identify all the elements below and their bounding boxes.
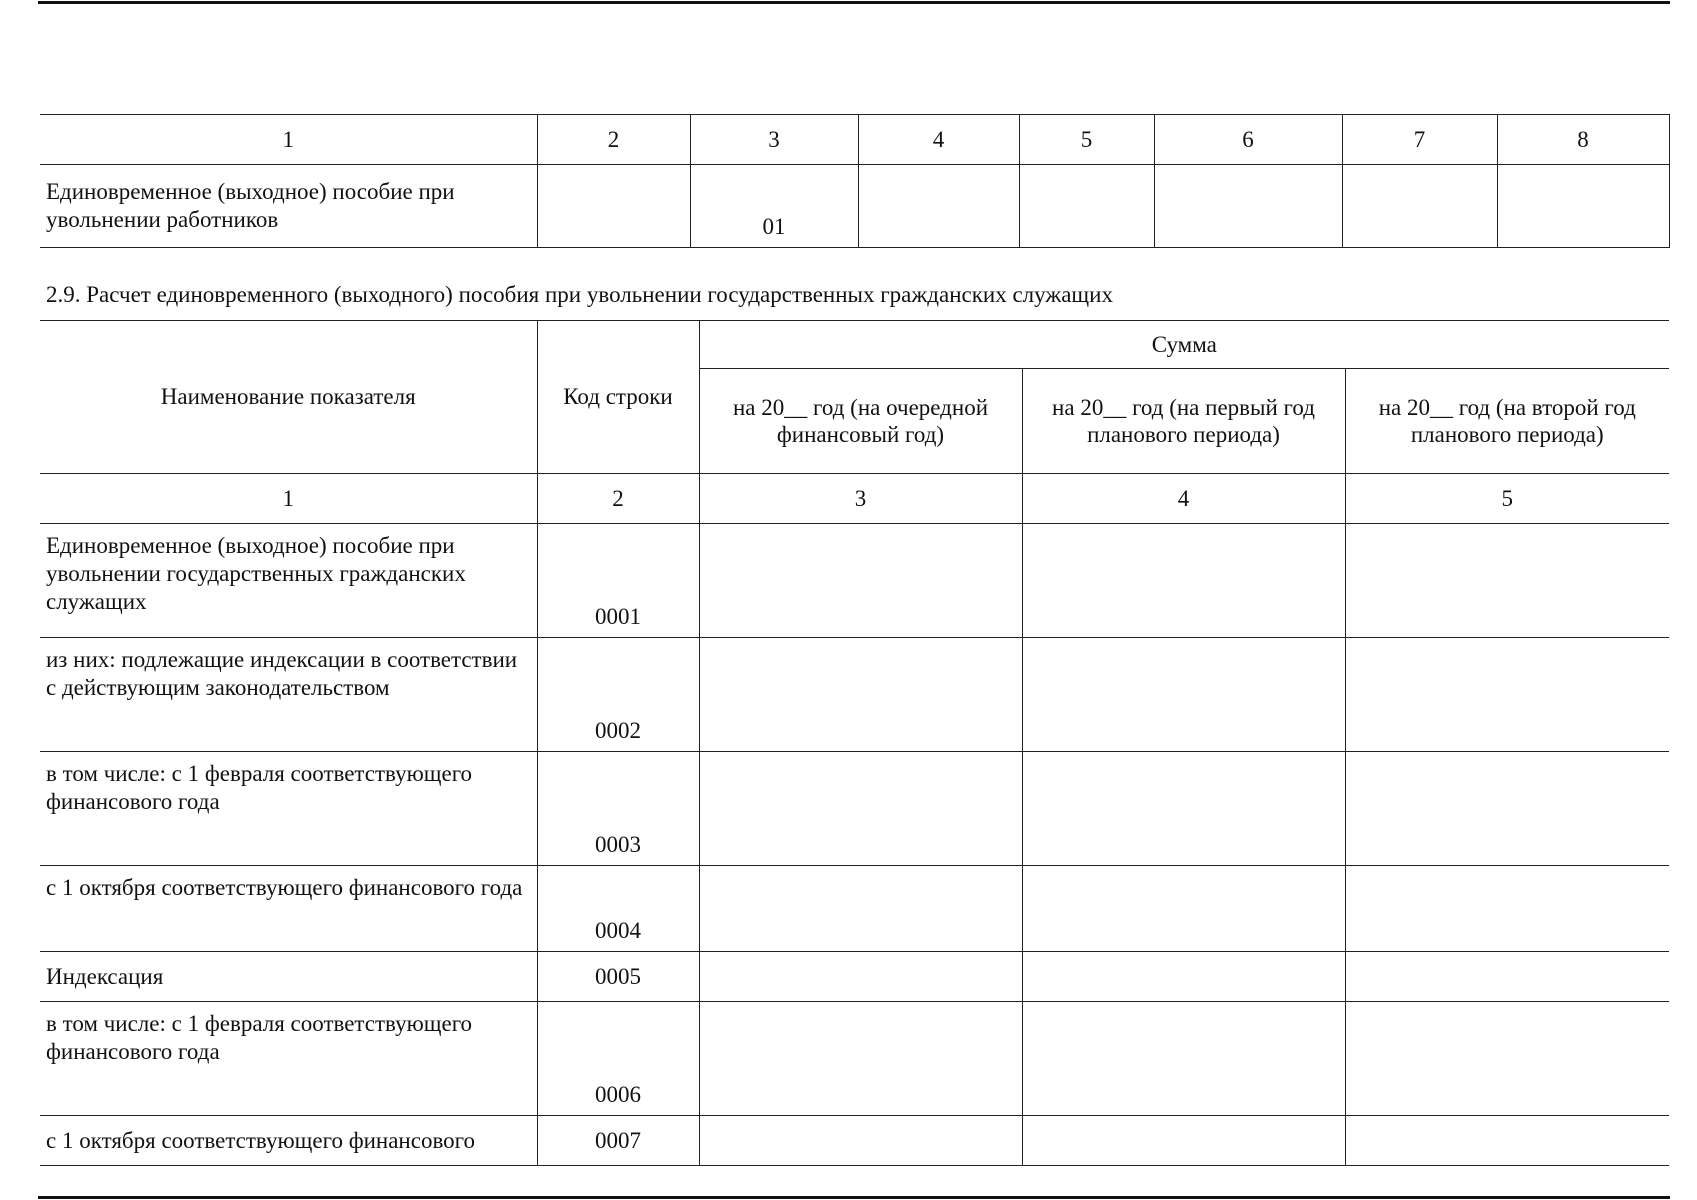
col-number: 8: [1497, 115, 1669, 165]
col-number: 5: [1345, 474, 1669, 524]
value-cell[interactable]: [1345, 752, 1669, 866]
row-name: Единовременное (выходное) пособие при увольнении государственных гражданских служащих: [40, 524, 537, 638]
row-code: 0001: [537, 524, 699, 638]
value-cell[interactable]: [1022, 524, 1345, 638]
severance-workers-table: [40, 114, 1670, 248]
col-number: 6: [1154, 115, 1342, 165]
bottom-rule: [38, 1196, 1670, 1199]
col-number: 1: [40, 115, 537, 165]
value-cell[interactable]: [1345, 638, 1669, 752]
value-cell[interactable]: [699, 1002, 1022, 1116]
row-name: в том числе: с 1 февраля соответствующего финансового года: [40, 1002, 537, 1116]
header-year-plan2: на 20__ год (на второй год планового периода): [1345, 369, 1669, 474]
row-name: из них: подлежащие индексации в соответствии с действующим законодательством: [40, 638, 537, 752]
value-cell[interactable]: [1022, 752, 1345, 866]
value-cell[interactable]: [1497, 165, 1669, 248]
value-cell[interactable]: [1022, 866, 1345, 952]
section-title: 2.9. Расчет единовременного (выходного) пособия при увольнении государственных гражданских служащих: [46, 282, 1113, 307]
row-name: с 1 октября соответствующего финансового: [40, 1116, 537, 1166]
row-code: 0003: [537, 752, 699, 866]
value-cell[interactable]: [1154, 165, 1342, 248]
row-name: Индексация: [40, 952, 537, 1002]
table-row: [40, 1116, 1669, 1166]
header-name: Наименование показателя: [40, 321, 537, 474]
value-cell[interactable]: [1022, 1116, 1345, 1166]
header-year-plan1: на 20__ год (на первый год планового периода): [1022, 369, 1345, 474]
table-row: [40, 1002, 1669, 1116]
row-name: в том числе: с 1 февраля соответствующего финансового года: [40, 752, 537, 866]
col-number: 3: [699, 474, 1022, 524]
row-code: 0007: [537, 1116, 699, 1166]
value-cell[interactable]: [1342, 165, 1497, 248]
column-number-row: [40, 115, 1669, 165]
row-code: 0005: [537, 952, 699, 1002]
value-cell[interactable]: [1345, 952, 1669, 1002]
col-number: 7: [1342, 115, 1497, 165]
table-row: [40, 752, 1669, 866]
value-cell[interactable]: [699, 752, 1022, 866]
value-cell[interactable]: [1022, 952, 1345, 1002]
table-row: [40, 638, 1669, 752]
col-number: 5: [1019, 115, 1154, 165]
value-cell[interactable]: [1022, 638, 1345, 752]
header-code: Код строки: [537, 321, 699, 474]
value-cell[interactable]: [1022, 1002, 1345, 1116]
value-cell[interactable]: [699, 524, 1022, 638]
col-number: 3: [690, 115, 858, 165]
col-number: 1: [40, 474, 537, 524]
value-cell[interactable]: [1345, 1116, 1669, 1166]
row-name: Единовременное (выходное) пособие при увольнении работников: [40, 165, 537, 248]
value-cell[interactable]: [1345, 866, 1669, 952]
row-code: 0002: [537, 638, 699, 752]
table-row: [40, 524, 1669, 638]
col-number: 4: [1022, 474, 1345, 524]
value-cell[interactable]: [537, 165, 690, 248]
row-code: 0006: [537, 1002, 699, 1116]
row-name: с 1 октября соответствующего финансового года: [40, 866, 537, 952]
column-number-row: [40, 474, 1669, 524]
table-row: [40, 952, 1669, 1002]
value-cell[interactable]: [699, 866, 1022, 952]
top-rule: [38, 1, 1670, 4]
header-year-current: на 20__ год (на очередной финансовый год): [699, 369, 1022, 474]
table-row: [40, 866, 1669, 952]
row-code: 01: [690, 165, 858, 248]
value-cell[interactable]: [1019, 165, 1154, 248]
table-row: [40, 165, 1669, 248]
value-cell[interactable]: [699, 638, 1022, 752]
row-code: 0004: [537, 866, 699, 952]
col-number: 2: [537, 115, 690, 165]
civil-servants-severance-table: [40, 320, 1669, 1166]
value-cell[interactable]: [858, 165, 1019, 248]
value-cell[interactable]: [1345, 1002, 1669, 1116]
value-cell[interactable]: [699, 952, 1022, 1002]
header-sum: Сумма: [699, 321, 1669, 369]
value-cell[interactable]: [1345, 524, 1669, 638]
col-number: 2: [537, 474, 699, 524]
col-number: 4: [858, 115, 1019, 165]
value-cell[interactable]: [699, 1116, 1022, 1166]
